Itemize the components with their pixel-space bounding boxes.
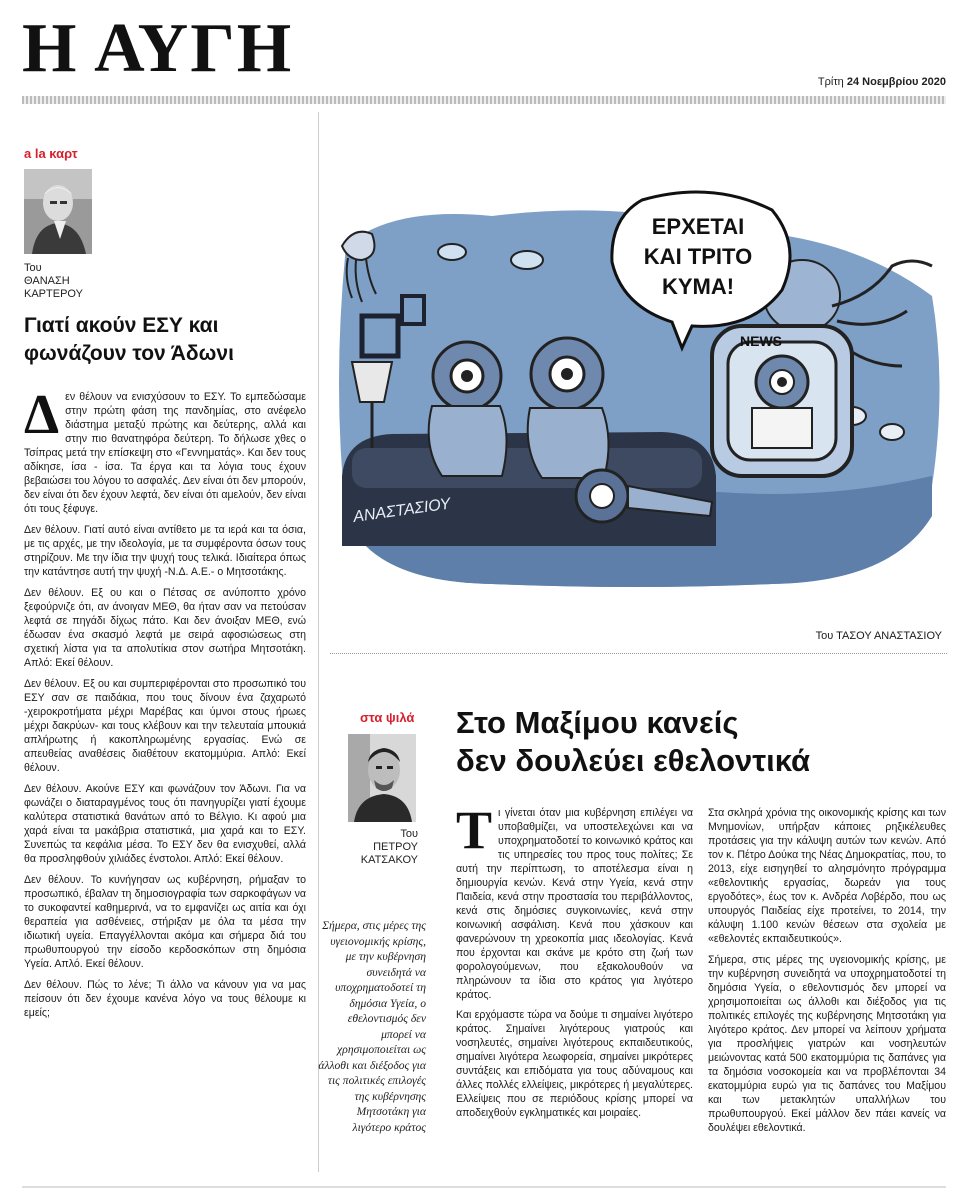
right-dropcap: Τ: [456, 800, 493, 860]
speech-line-2: ΚΑΙ ΤΡΙΤΟ: [643, 244, 753, 269]
pull-quote: Σήμερα, στις μέρες της υγειονομικής κρίσης, με την κυβέρνηση συνειδητά να υποχρηματοδοτεί τη δημόσια Υγεία, ο εθελοντισμός δεν μπορεί να χρησιμοποιείται ως άλλοθι και διέξοδος για τις πολιτικές επιλογές της κυβέρνησης Μητσοτάκη για λιγότερο κράτος: [318, 919, 426, 1134]
masthead-rule: [22, 96, 946, 104]
credit-prefix: Του: [815, 630, 834, 642]
speech-line-1: ΕΡΧΕΤΑΙ: [651, 214, 745, 239]
section-tag-sta-psila: στα ψιλά: [360, 710, 415, 725]
date-day: Τρίτη: [817, 76, 844, 88]
main-headline-line2: δεν δουλεύει εθελοντικά: [456, 743, 811, 778]
right-paragraph: ι γίνεται όταν μια κυβέρνηση επιλέγει να υποβαθμίζει, να υποστελεχώνει και να υποχρηματοδοτεί το κοινωνικό κράτος και τις υπηρεσίες του προς τους πολίτες; Σε αυτή την περίπτωση, το αποτέλεσμα είναι η δημιουργία κενών. Κενά στην Υγεία, κενά στην Παιδεία, κενά στην προστασία του περιβάλλοντος, κενά στις δημόσιες συγκοινωνίες, κενά στην κοινωνική ασφάλιση. Κενά που χάσκουν και φανερώνουν τη χρεοκοπία μιας ιδεολογίας. Κενά που έρχονται και σκάνε με κρότο στη ζωή των φορολογούμενων, που εξακολουθούν να πληρώνουν τα ίδια στο κράτος για λιγότερο κράτος.: [456, 807, 693, 1001]
credit-name: ΤΑΣΟΥ ΑΝΑΣΤΑΣΙΟΥ: [836, 630, 942, 642]
author-name-line1: ΠΕΤΡΟΥ: [373, 841, 418, 853]
left-paragraph: Δεν θέλουν. Ακούνε ΕΣΥ και φωνάζουν τον Άδωνι. Για να φωνάζει ο διαταραγμένος τους ότι πανηγυρίζει γιατί έχουμε καλύτερα στατιστικά θανάτων από το Βέλγιο. Κι αφού μια χαρά είναι τα μακάβρια στατιστικά, μια χαρά και το ΕΣΥ. Συνεπώς τα κεφάλια μέσα. Το ΕΣΥ δεν θα ενισχυθεί, αλλά θα προσληφθούν χιλιάδες ένστολοι. Απλό: Εκεί θέλουν.: [24, 783, 306, 865]
left-paragraph: εν θέλουν να ενισχύσουν το ΕΣΥ. Το εμπεδώσαμε στην πρώτη φάση της πανδημίας, στο ανέφελο διάστημα μεταξύ πρώτης και δεύτερης, αλλά και στην πιο θανατηφόρα δεύτερη. Το δήλωσε χθες ο Τσίπρας μετά την επίσκεψη στο «Γεννηματάς». Και δεν τους αδίκησε, ίσα - ίσα. Τα έργα και τα λόγια τους έχουν βεβαιώσει του λόγου το ασφαλές. Δεν είναι ότι δεν μπορούν, δεν είναι ότι δεν έχουν λεφτά, δεν είναι ότι αμελούν, δεν είναι ότι τους ξέφυγε.: [24, 391, 306, 515]
right-paragraph: Σήμερα, στις μέρες της υγειονομικής κρίσης, με την κυβέρνηση συνειδητά να υποχρηματοδοτεί τη δημόσια Υγεία, ο εθελοντισμός δεν μπορεί να χρησιμοποιείται ως άλλοθι και διέξοδος για τις πολιτικές επιλογές της κυβέρνησης Μητσοτάκη για λιγότερο κράτος. Δεν μπορεί να λείπουν χρήματα για προσλήψεις γιατρών και νοσηλευτών μειώνοντας κατά 500 εκατομμύρια τις δαπάνες για τα δημόσια νοσοκομεία και να προβλέπονται 34 εκατομμύρια ευρώ για τις δαπάνες του Μαξίμου και των μετακλητών υπαλλήλων του πρωθυπουργού. Εκεί μάλλον δεν πάει κανείς να δουλέψει εθελοντικά.: [708, 954, 946, 1134]
right-paragraph: Στα σκληρά χρόνια της οικονομικής κρίσης και των Μνημονίων, υπήρξαν κάποιες ρηξικέλευθες προτάσεις για την κάλυψη αυτών των κενών. Από τον κ. Πέτρο Δούκα της Νέας Δημοκρατίας, που, το 2013, είχε εισηγηθεί το αλησμόνητο πρόγραμμα «εθελοντικής εργασίας, δωρεάν για τους εργοδότες», έως τον κ. Ανδρέα Λοβέρδο, που ως υπουργός Παιδείας είχε προτείνει, το 2014, την κάλυψη 1.100 κενών θέσεων στα σχολεία με «εθελοντές εκπαιδευτικούς».: [708, 807, 946, 945]
page-bottom-rule: [22, 1186, 946, 1188]
left-paragraph: Δεν θέλουν. Το κυνήγησαν ως κυβέρνηση, ρήμαξαν το προσωπικό, έβαλαν τη δημοσιογραφία των σαρκοφάγων να το συκοφαντεί καθημερινά, να το εμφανίζει ως αιτία και όχι θεραπεία για ασθένειες, στήριξαν με όλα τα μέσα την ιδιωτική υγεία. Επαγγέλλονται ακόμα και σήμερα διά του πρωθυπουργού την είσοδο κερδοσκόπων στη δημόσια Υγεία. Απλό. Εκεί θέλουν.: [24, 874, 306, 970]
cartoonist-signature: ΑΝΑΣΤΑΣΙΟΥ: [352, 495, 452, 526]
right-paragraph: Και ερχόμαστε τώρα να δούμε τι σημαίνει λιγότερο κράτος. Σημαίνει λιγότερους γιατρούς και νοσηλευτές, σημαίνει λιγότερους εκπαιδευτικούς, σημαίνει λιγότερα λεωφορεία, σημαίνει μικρότερες συντάξεις και επιδόματα για τους αδύναμους και άλλες πολλές ελλείψεις, μικρότερες ή μεγαλύτερες. Ελλείψεις που σε περιόδους κρίσης μπορεί να αποδειχθούν εγκληματικές και μοιραίες.: [456, 1009, 693, 1119]
left-paragraph: Δεν θέλουν. Γιατί αυτό είναι αντίθετο με τα ιερά και τα όσια, με τις αρχές, με την ιδεολογία, με τα συμφέροντα όσων τους στηρίζουν. Με την ίδια την ψυχή τους τελικά. Ιδιαίτερα όπως την κατάντησε αυτή την ψυχή -Ν.Δ. Α.Ε.- ο Μητσοτάκης.: [24, 524, 306, 578]
tv-label: NEWS: [740, 333, 782, 349]
byline-prefix: Του: [24, 262, 42, 274]
editorial-cartoon: [332, 186, 947, 591]
main-headline-line1: Στο Μαξίμου κανείς: [456, 705, 739, 740]
left-paragraph: Δεν θέλουν. Πώς το λένε; Τι άλλο να κάνουν για να μας πείσουν ότι δεν έχουμε κανένα λόγο να τους θέλουμε κι εμείς;: [24, 979, 306, 1019]
left-dropcap: Δ: [24, 384, 60, 446]
author-name-line1: ΘΑΝΑΣΗ: [24, 275, 70, 287]
right-article-column-2: [708, 806, 946, 1142]
section-tag-a-la-carte: a la καρτ: [24, 146, 78, 161]
date-full: 24 Νοεμβρίου 2020: [846, 76, 946, 88]
author-photo-karteros: [24, 169, 92, 254]
section-divider: [330, 653, 947, 654]
issue-date: [818, 76, 946, 88]
author-byline-katsakos: [336, 828, 418, 867]
author-photo-katsakos: [348, 734, 416, 822]
left-article-headline: Γιατί ακούν ΕΣΥ και φωνάζουν τον Άδωνι: [24, 314, 234, 365]
left-paragraph: Δεν θέλουν. Εξ ου και συμπεριφέρονται στο προσωπικό του ΕΣΥ σαν σε παιδάκια, που τους δίνουν ένα ζαχαρωτό -χειροκροτήματα μέχρι Μαρέβας και ύμνοι στους ήρωες μέχρι δακρύων- και τους κλέβουν και την τελευταία μπουκιά απλήρωτης ή κακοπληρωμένης εργασίας. Ενώ σε απευθείας αναθέσεις διαθέτουν εκατομμύρια. Απλό: Εκεί θέλουν.: [24, 678, 306, 774]
cartoon-credit: [816, 630, 942, 642]
byline-prefix: Του: [400, 828, 418, 840]
right-article-column-1: [456, 800, 693, 1126]
author-name-line2: ΚΑΡΤΕΡΟΥ: [24, 288, 83, 300]
masthead: Η ΑΥΓΗ: [22, 10, 294, 87]
main-headline: [456, 704, 926, 780]
left-article-body: [24, 384, 306, 1027]
speech-line-3: ΚΥΜΑ!: [661, 274, 735, 299]
author-byline-karteros: [24, 262, 83, 301]
author-name-line2: ΚΑΤΣΑΚΟΥ: [360, 854, 418, 866]
left-paragraph: Δεν θέλουν. Εξ ου και ο Πέτσας σε ανύποπτο χρόνο ξεφούρνιζε ότι, αν άνοιγαν ΜΕΘ, θα ήταν σαν να πετούσαν λεφτά σε πηγάδι δίχως πάτο. Και δεν άνοιξαν ΜΕΘ, ενώ έδωσαν ένα σκασμό λεφτά με σειρά αφοσιώσεως στη σχετική λίστα για τα απολυτίκια στον σωτήρα Μητσοτάκη. Απλό: Εκεί θέλουν.: [24, 587, 306, 669]
